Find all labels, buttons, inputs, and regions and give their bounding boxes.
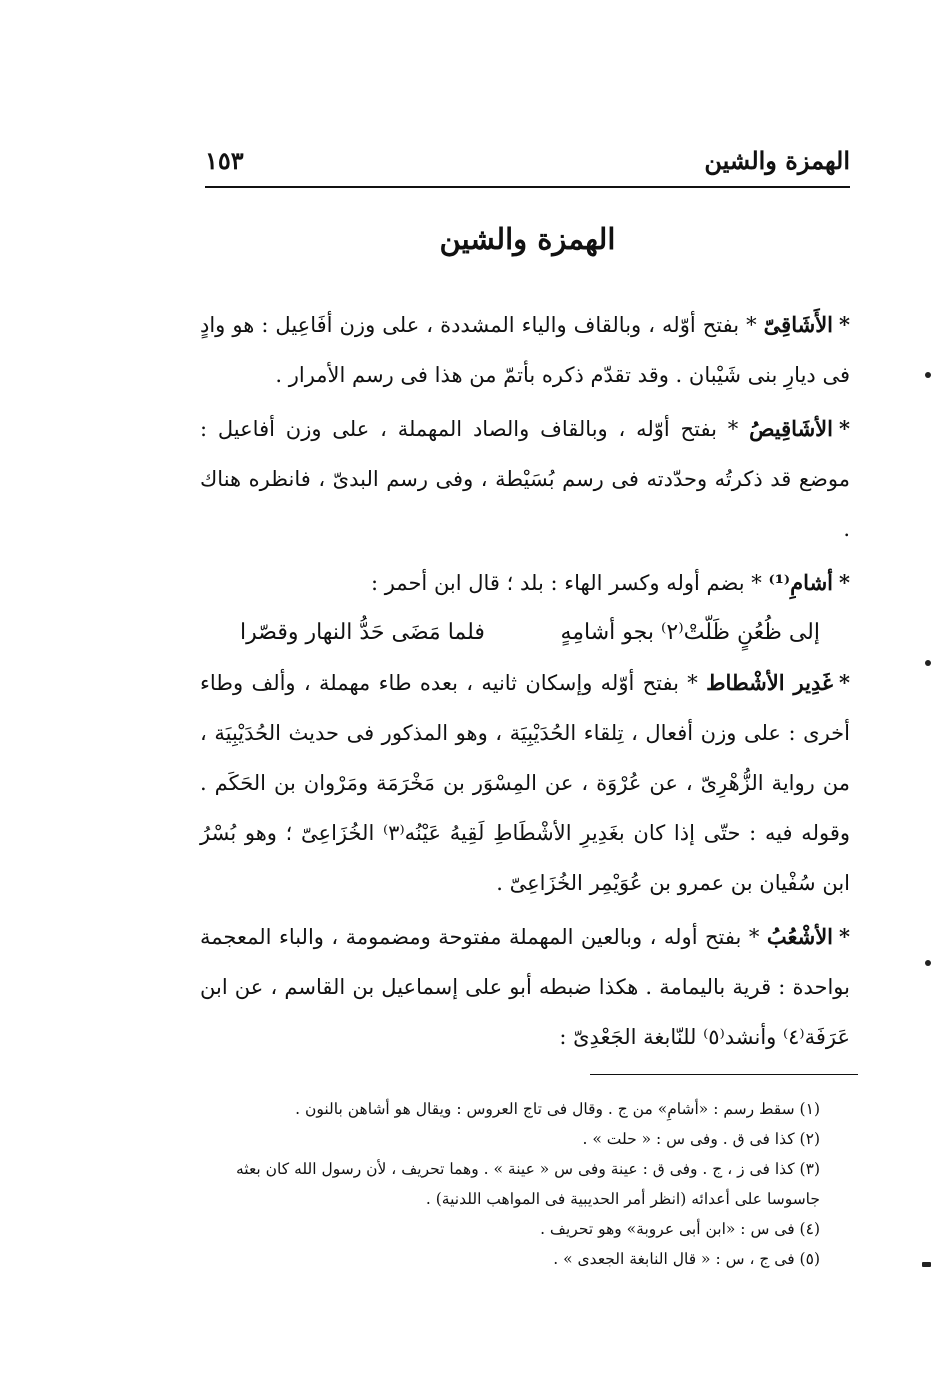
poem-verse (200, 608, 850, 658)
entry-text: * بفتح أوّله ، وبالقاف والياء المشددة ، على وزن أفَاعِيل : هو وادٍ فى ديارِ بنى شَيْبان . وقد تقدّم ذكره بأتمّ من هذا فى رسم الأمرار . (200, 313, 850, 387)
margin-mark (925, 960, 931, 966)
entry-al-ashaqis (200, 404, 850, 554)
entry-ashami (200, 558, 850, 608)
entry-text: * بفتح أوّله ، وبالقاف والصاد المهملة ، على وزن أفاعيل : موضع قد ذكرتُه وحدّدته فى رسم بُسَيْطة ، وفى رسم البدىّ ، فانظره هناك . (200, 417, 850, 541)
footnote-4: (٤) فى س : «ابن أبى عروبة» وهو تحريف . (540, 1220, 820, 1238)
entry-headword: الأَشَاقِىّ (763, 312, 834, 337)
entry-headword: الأشْعُبُ (766, 924, 834, 949)
footnote-5: (٥) فى ج ، س : « قال النابغة الجعدى » . (553, 1250, 820, 1268)
body-text (200, 300, 850, 1062)
footnote-rule (590, 1074, 858, 1075)
entry-headword: الأشَاقِيصُ (749, 416, 833, 441)
header-rule (205, 186, 850, 188)
poem-hemistich-right: إلى ظُعُنٍ ظَلّتْ⁽٢⁾ بجو أشامِهٍ (560, 620, 820, 645)
entry-al-ashub (200, 912, 850, 1062)
entry-text: * بفتح أوّله وإسكان ثانيه ، بعده طاء مهملة ، وألف وطاء أخرى : على وزن أفعال ، تِلقاء الحُدَيْبِيَة ، وهو المذكور فى حديث الحُدَيْبِيَة ، من رواية الزُّهْرِىّ ، عن عُرْوَة ، عن المِسْوَر بن مَخْرَمَة ومَرْوان بن الحَكَم . وقوله فيه : حتّى إذا كان بغَدِيرِ الأشْطَاطِ لَقِيهُ عَيْنُه⁽٣⁾ الخُزَاعِىّ ؛ وهو بُسْرُ ابن سُفْيان بن عمرو بن عُوَيْمِر الخُزَاعِىّ . (200, 671, 850, 895)
entry-text: * بفتح أوله ، وبالعين المهملة مفتوحة ومضمومة ، والباء المعجمة بواحدة : قرية باليمامة . هكذا ضبطه أبو على إسماعيل بن القاسم ، عن ابن عَرَفَة⁽٤⁾ وأنشد⁽٥⁾ للنّابغة الجَعْدِىّ : (200, 925, 850, 1049)
page-number: ١٥٣ (205, 145, 244, 175)
footnote-2: (٢) كذا فى ق . وفى س : « حلت » . (582, 1130, 820, 1148)
entry-ghadir-al-ashtat (200, 658, 850, 908)
footnote-1: (١) سقط رسم : «أشامِ» من ج . وقال فى تاج العروس : ويقال هو أشاهن بالنون . (295, 1100, 820, 1118)
entry-star: * (839, 670, 850, 695)
poem-hemistich-left: فلما مَضَى حَدُّ النهار وقصّرا (240, 620, 485, 645)
running-title: الهمزة والشين (704, 145, 850, 175)
entry-headword: أشامِ⁽¹⁾ (768, 570, 834, 595)
entry-text: * بضم أوله وكسر الهاء : بلد ؛ قال ابن أحمر : (370, 571, 762, 595)
margin-mark (925, 372, 931, 378)
entry-al-ashaqi (200, 300, 850, 400)
entry-star: * (839, 312, 850, 337)
footnote-3: (٣) كذا فى ز ، ج . وفى ق : عينة وفى س « عينة » . وهما تحريف ، لأن رسول الله كان بعثه جاسوسا على أعدائه (انظر أمر الحديبية فى المواهب اللدنية) . (235, 1160, 820, 1208)
entry-star: * (839, 924, 850, 949)
entry-headword: غَدِير الأشْطاط (706, 670, 833, 695)
margin-mark (925, 660, 931, 666)
running-head (205, 140, 850, 180)
entry-star: * (839, 570, 850, 595)
chapter-title: الهمزة والشين (439, 222, 616, 256)
entry-star: * (839, 416, 850, 441)
footnotes (205, 1094, 820, 1274)
margin-mark (922, 1262, 931, 1267)
